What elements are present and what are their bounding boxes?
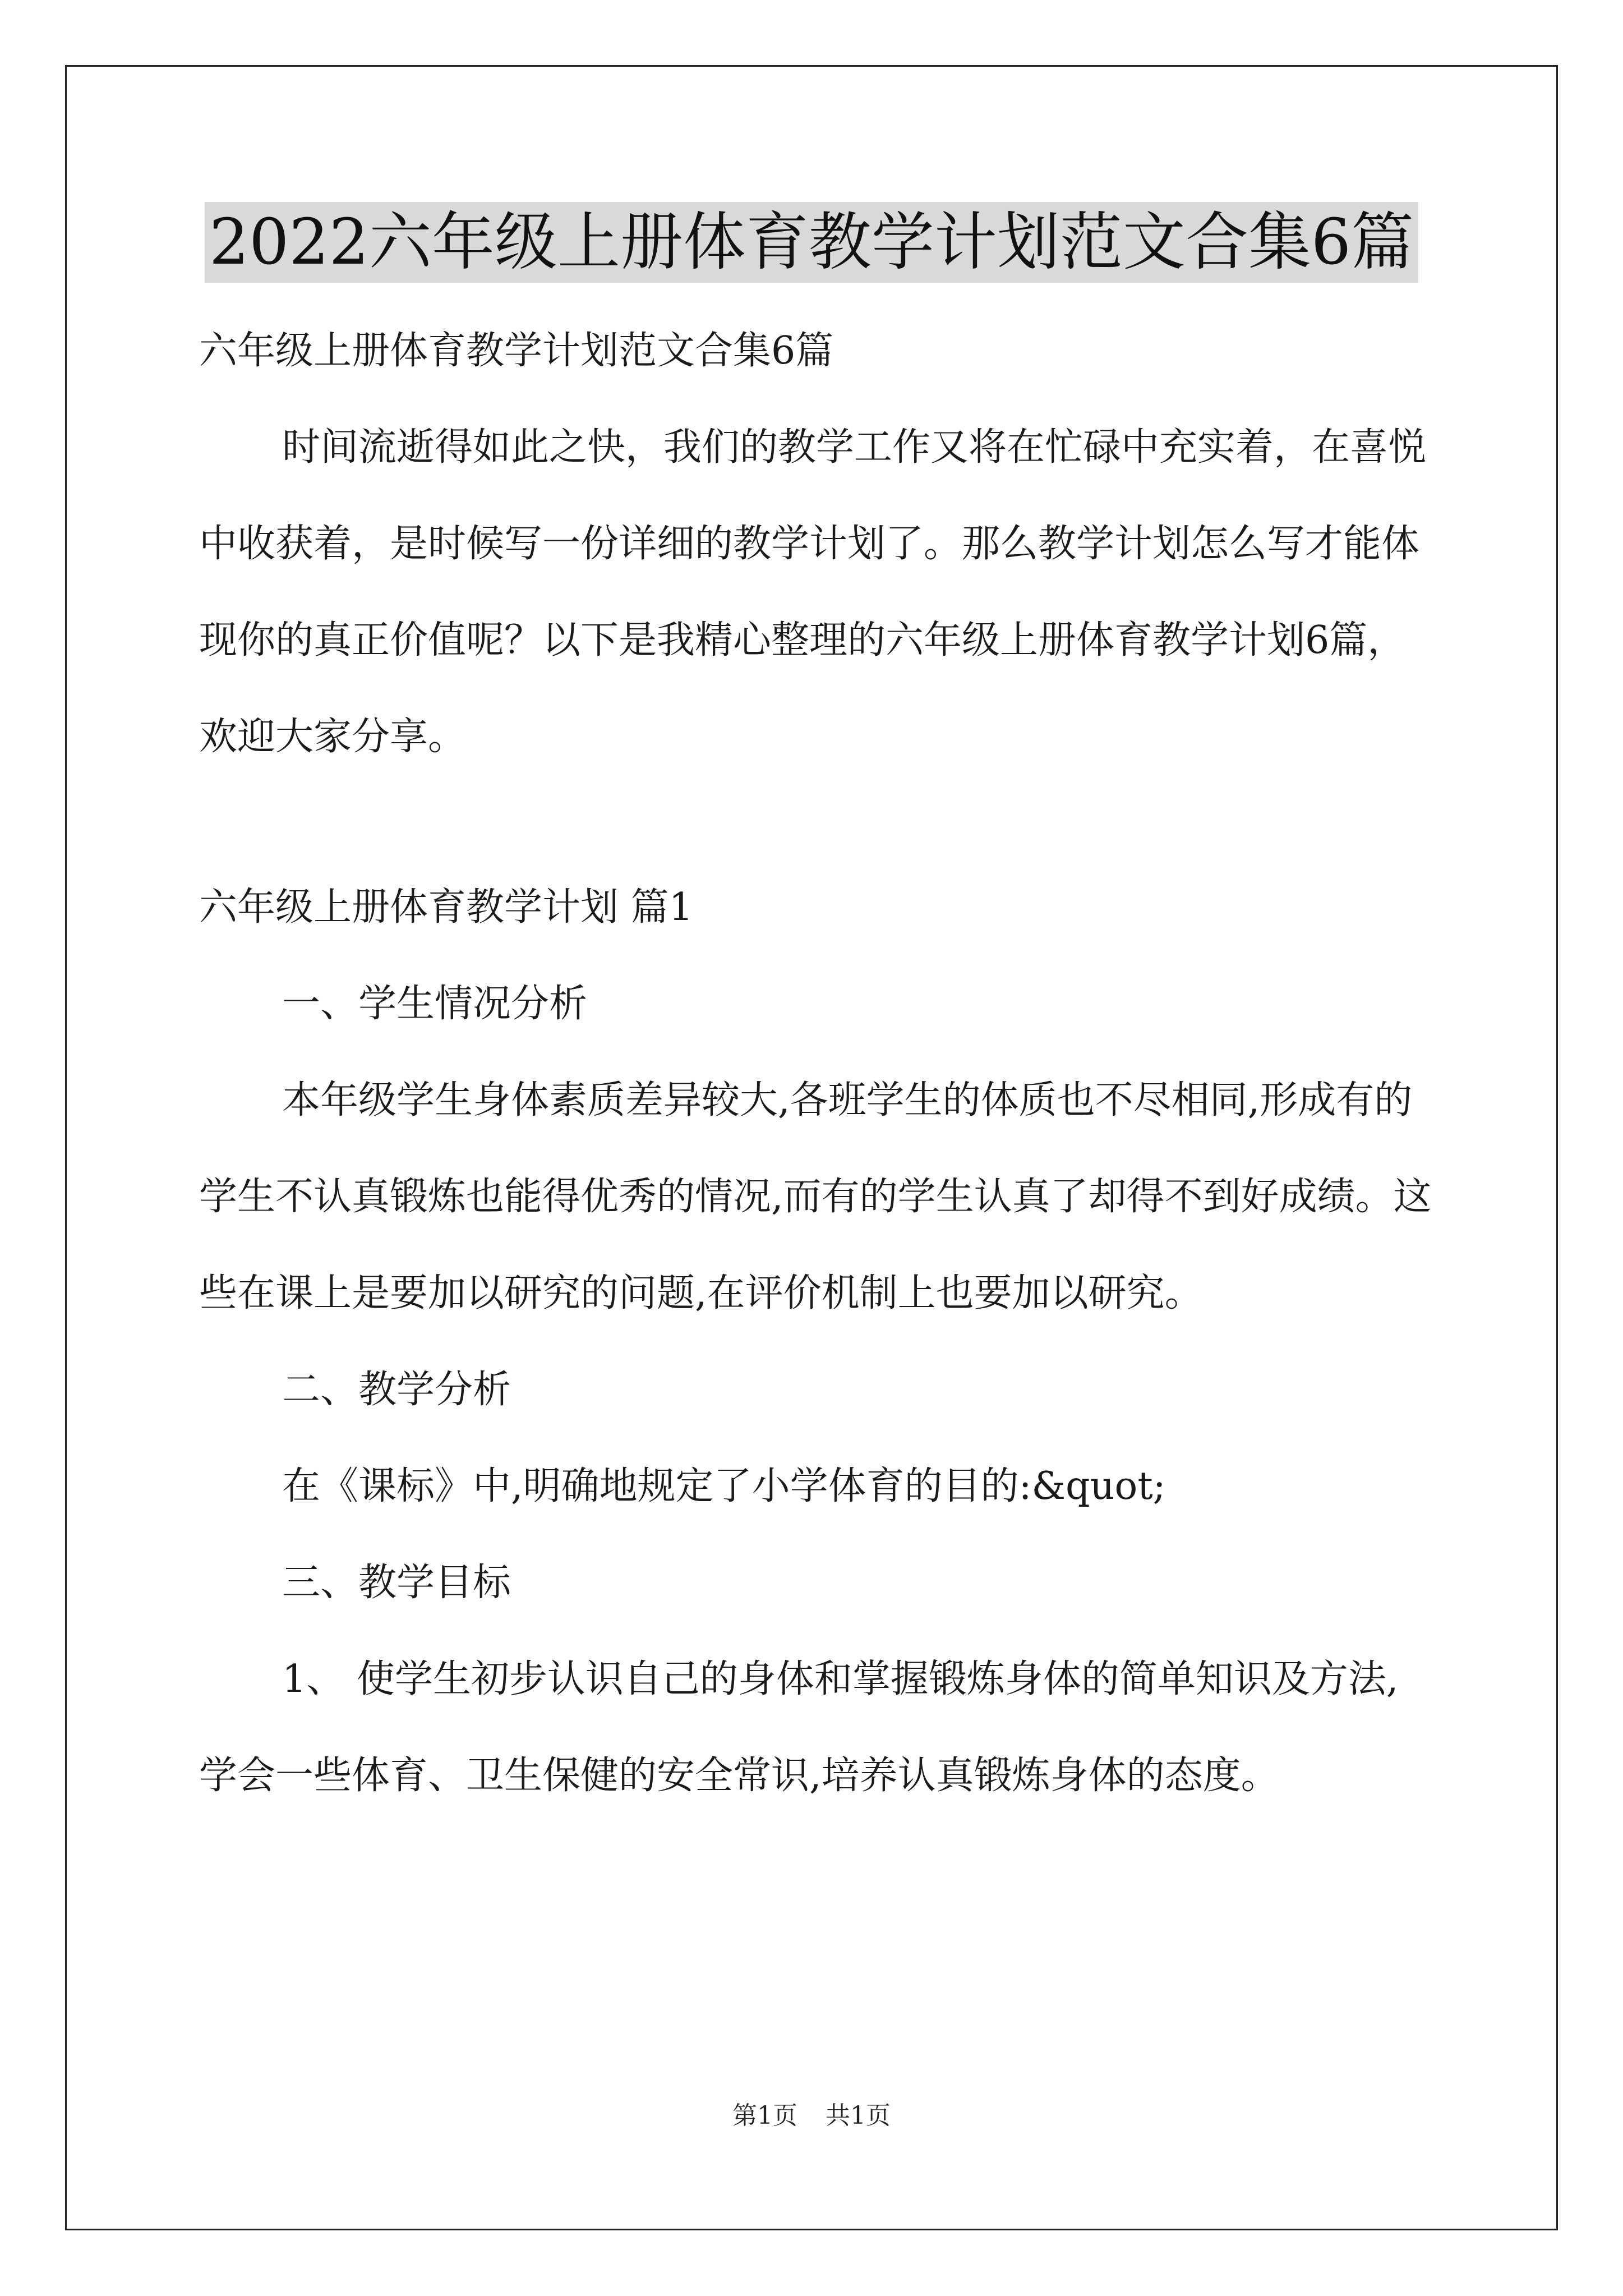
subheading-teaching-analysis: 二、教学分析: [282, 1368, 511, 1412]
page-footer: [0, 2095, 1623, 2131]
page-number: 第1页: [732, 2101, 797, 2130]
document-title: 2022六年级上册体育教学计划范文合集6篇: [205, 202, 1418, 283]
subheading-teaching-goals: 三、教学目标: [282, 1561, 511, 1605]
document-body: [199, 303, 1433, 1824]
section-heading: 六年级上册体育教学计划 篇1: [199, 885, 693, 930]
subtitle-paragraph: 六年级上册体育教学计划范文合集6篇: [199, 329, 834, 373]
page-total: 共1页: [826, 2101, 891, 2130]
subheading-student-analysis: 一、学生情况分析: [282, 982, 588, 1026]
body-paragraph: 1、 使学生初步认识自己的身体和掌握锻炼身体的简单知识及方法,学会一些体育、卫生保健的安全常识,培养认真锻炼身体的态度。: [199, 1657, 1399, 1798]
intro-paragraph: 时间流逝得如此之快，我们的教学工作又将在忙碌中充实着，在喜悦中收获着，是时候写一份详细的教学计划了。那么教学计划怎么写才能体现你的真正价值呢？以下是我精心整理的六年级上册体育教学计划6篇，欢迎大家分享。: [199, 425, 1427, 759]
body-paragraph: 在《课标》中,明确地规定了小学体育的目的:&quot;: [282, 1464, 1166, 1508]
body-paragraph: 本年级学生身体素质差异较大,各班学生的体质也不尽相同,形成有的学生不认真锻炼也能得优秀的情况,而有的学生认真了却得不到好成绩。这些在课上是要加以研究的问题,在评价机制上也要加以研究。: [199, 1078, 1432, 1315]
title-container: [0, 202, 1623, 283]
